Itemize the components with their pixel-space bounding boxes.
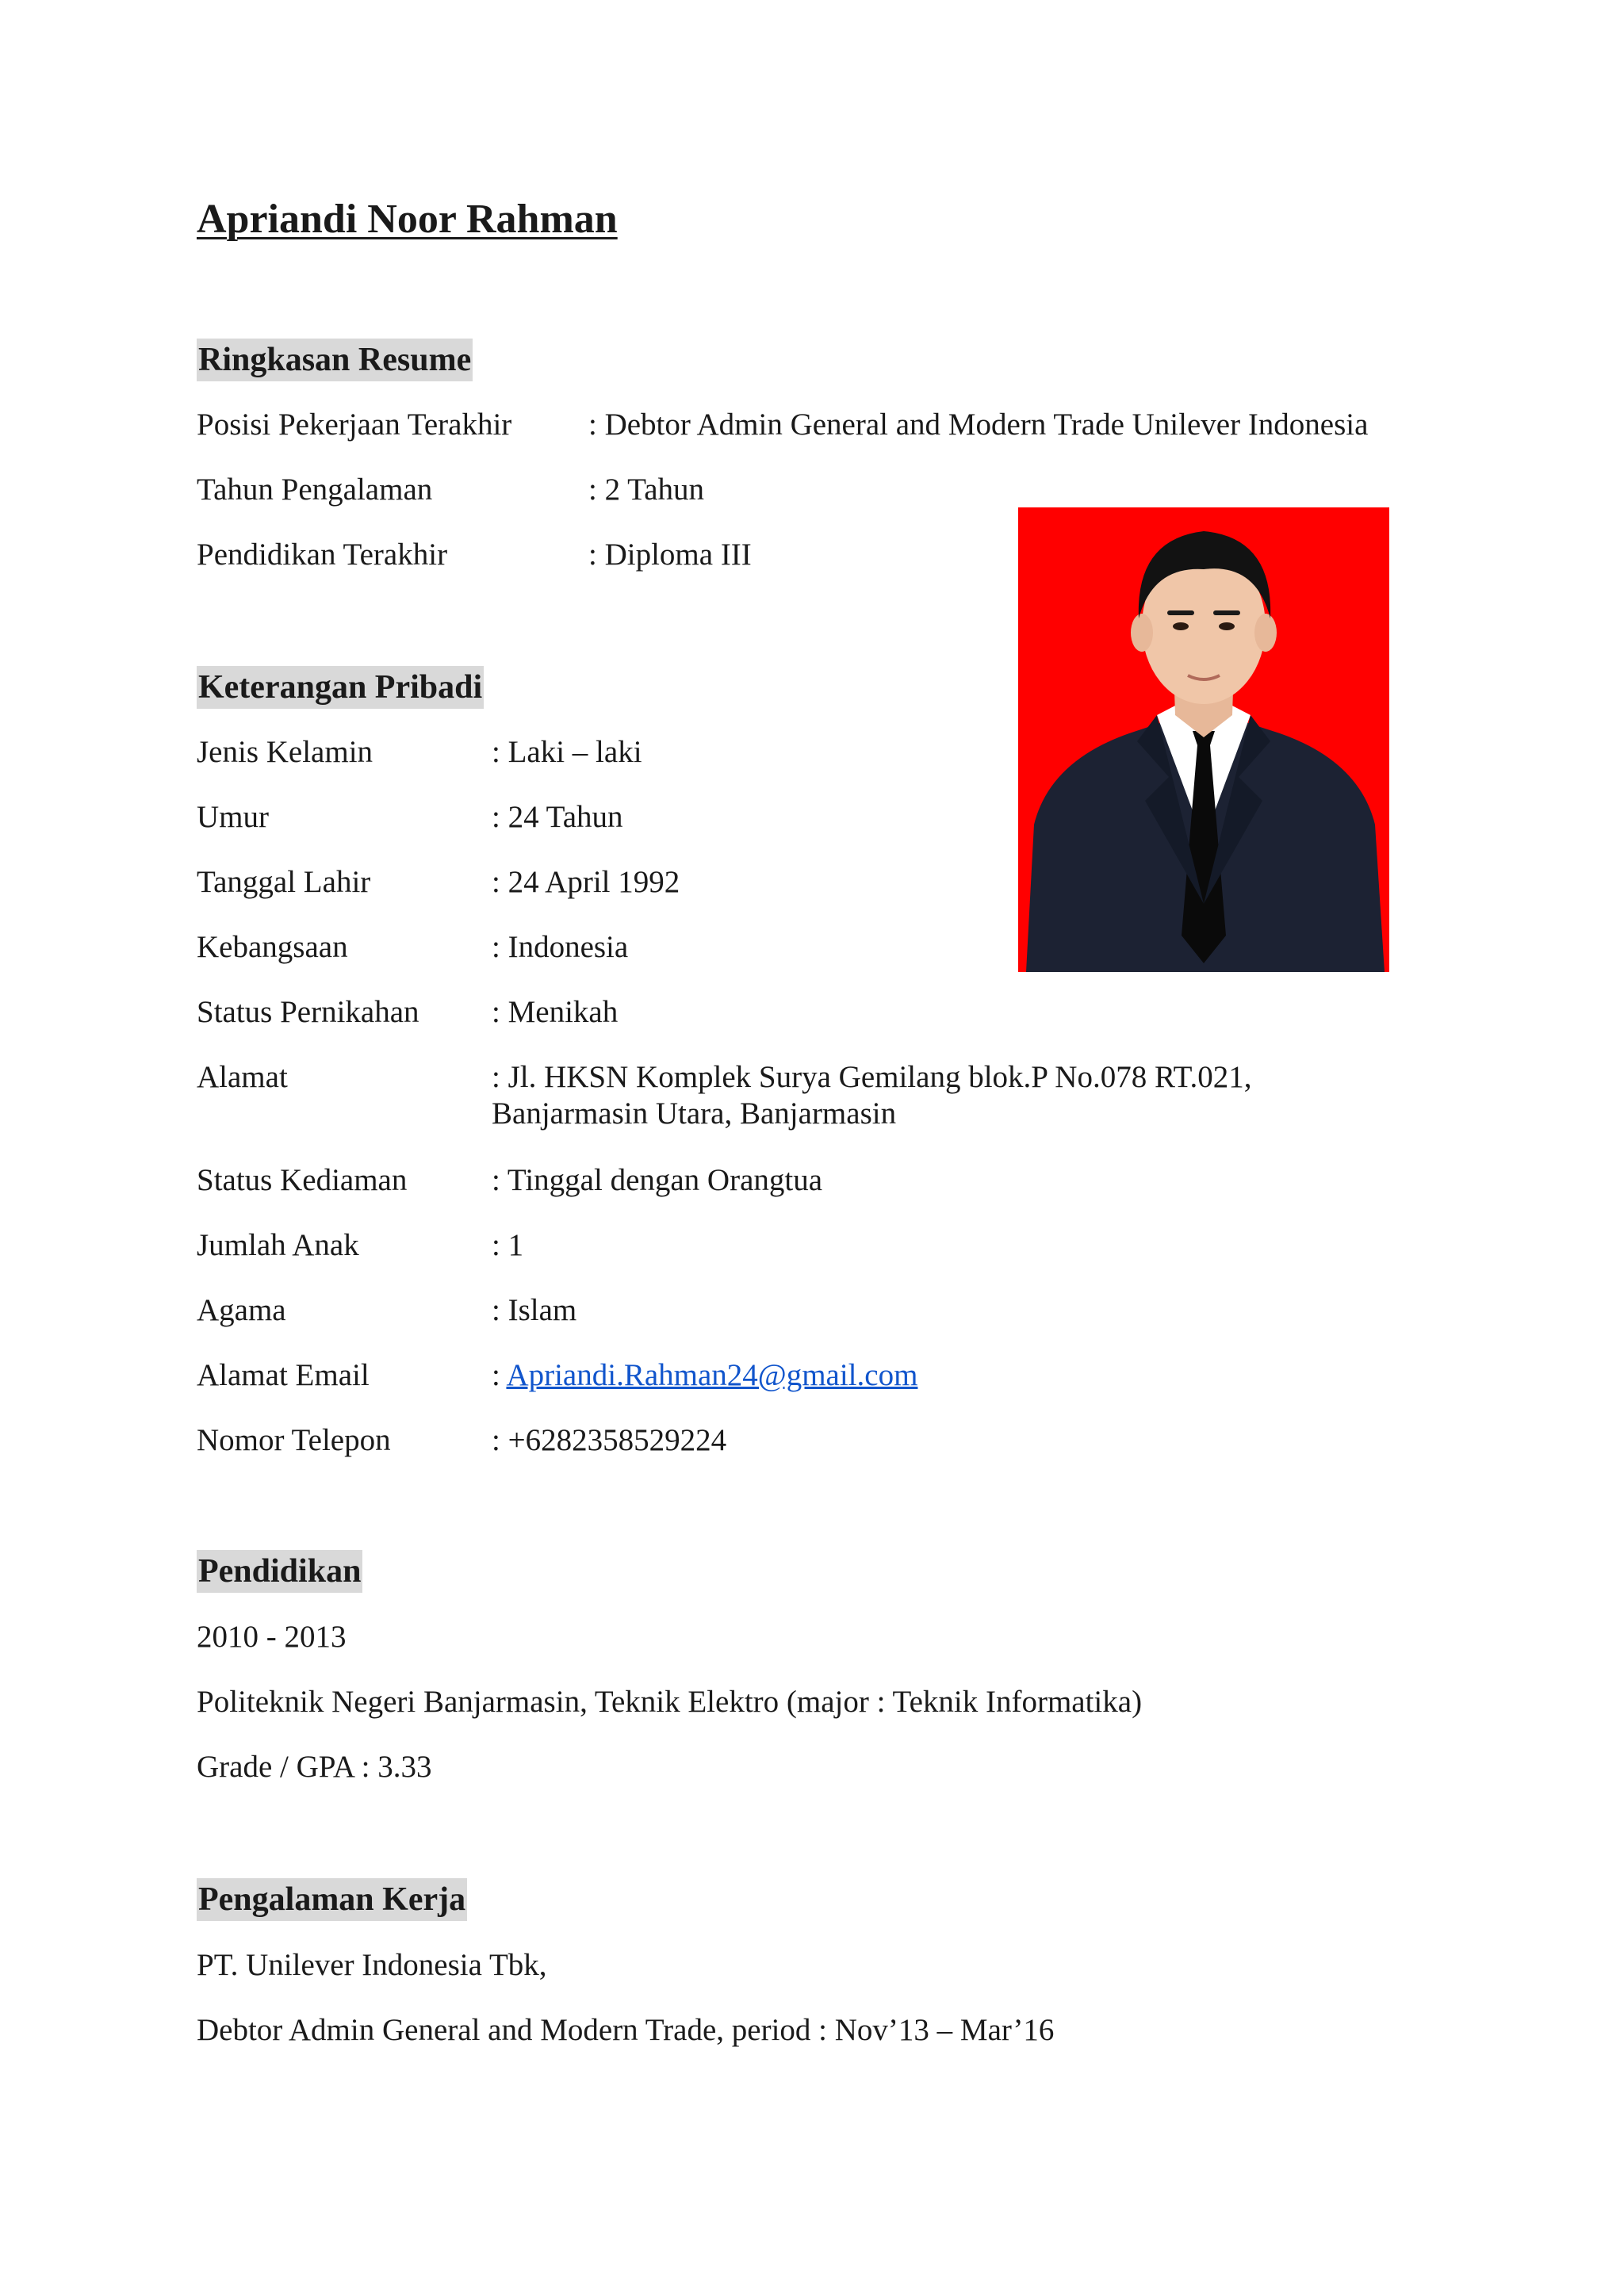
row-value: : 24 April 1992 xyxy=(492,865,680,899)
experience-line: Debtor Admin General and Modern Trade, period : Nov’13 – Mar’16 xyxy=(197,2013,1055,2047)
row-label: Kebangsaan xyxy=(197,930,348,964)
experience-line: PT. Unilever Indonesia Tbk, xyxy=(197,1948,547,1982)
row-value: : 1 xyxy=(492,1228,524,1262)
section-heading-experience: Pengalaman Kerja xyxy=(197,1878,467,1921)
row-value: : Menikah xyxy=(492,995,619,1029)
education-line: Politeknik Negeri Banjarmasin, Teknik Elektro (major : Teknik Informatika) xyxy=(197,1685,1143,1719)
education-line: Grade / GPA : 3.33 xyxy=(197,1750,432,1784)
row-value: : Indonesia xyxy=(492,930,629,964)
row-label: Alamat xyxy=(197,1060,288,1094)
email-link[interactable]: Apriandi.Rahman24@gmail.com xyxy=(506,1358,918,1392)
row-label: Tahun Pengalaman xyxy=(197,473,433,507)
row-label: Pendidikan Terakhir xyxy=(197,538,448,572)
row-value: : Tinggal dengan Orangtua xyxy=(492,1163,823,1197)
row-label: Status Pernikahan xyxy=(197,995,419,1029)
row-label: Tanggal Lahir xyxy=(197,865,371,899)
row-value xyxy=(492,1357,917,1395)
row-value: : Jl. HKSN Komplek Surya Gemilang blok.P No.078 RT.021, xyxy=(492,1060,1252,1094)
row-value-continued: Banjarmasin Utara, Banjarmasin xyxy=(492,1096,897,1131)
row-value: : +6282358529224 xyxy=(492,1423,727,1457)
profile-photo xyxy=(1018,507,1389,972)
row-label: Umur xyxy=(197,800,269,834)
row-label: Posisi Pekerjaan Terakhir xyxy=(197,408,512,442)
row-label: Agama xyxy=(197,1293,286,1327)
row-label: Nomor Telepon xyxy=(197,1423,391,1457)
row-value: : Debtor Admin General and Modern Trade Unilever Indonesia xyxy=(588,408,1369,442)
row-value: : Diploma III xyxy=(588,538,752,572)
resume-name: Apriandi Noor Rahman xyxy=(197,197,618,242)
row-value: : Islam xyxy=(492,1293,577,1327)
row-label: Alamat Email xyxy=(197,1358,370,1392)
row-value: : 2 Tahun xyxy=(588,473,705,507)
row-value: : 24 Tahun xyxy=(492,800,623,834)
section-heading-personal: Keterangan Pribadi xyxy=(197,666,484,709)
section-heading-summary: Ringkasan Resume xyxy=(197,339,473,381)
email-prefix: : xyxy=(492,1358,507,1392)
row-label: Jenis Kelamin xyxy=(197,735,373,769)
row-value: : Laki – laki xyxy=(492,735,642,769)
education-line: 2010 - 2013 xyxy=(197,1620,347,1654)
section-heading-education: Pendidikan xyxy=(197,1550,362,1593)
row-label: Jumlah Anak xyxy=(197,1228,359,1262)
row-label: Status Kediaman xyxy=(197,1163,408,1197)
